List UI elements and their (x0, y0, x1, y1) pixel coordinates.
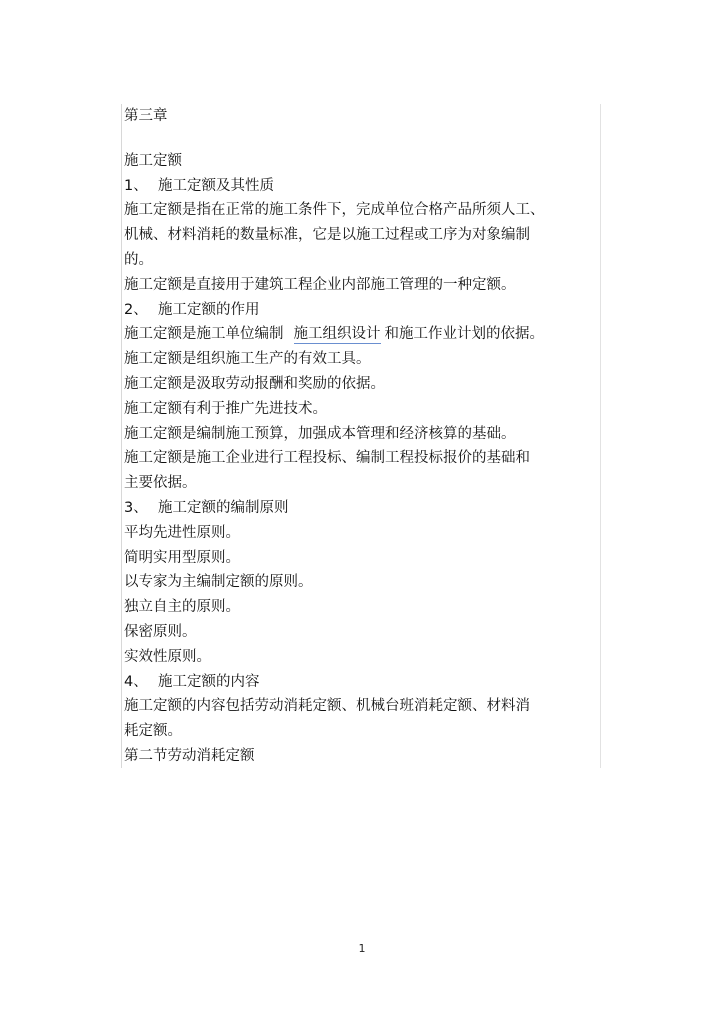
heading-1-title: 施工定额及其性质 (158, 177, 274, 194)
definition-line-3: 的。 (124, 251, 153, 268)
definition-line-2: 机械、材料消耗的数量标准，它是以施工过程或工序为对象编制 (124, 227, 530, 244)
section-title: 施工定额 (124, 152, 182, 169)
heading-4-title: 施工定额的内容 (158, 673, 260, 690)
heading-2-number: 2、 (124, 301, 148, 318)
principle-1: 平均先进性原则。 (124, 524, 240, 541)
role-line-2: 施工定额是组织施工生产的有效工具。 (124, 351, 371, 368)
blank-line (124, 129, 594, 149)
heading-2 (124, 298, 594, 323)
principle-4: 独立自主的原则。 (124, 599, 240, 616)
page-number: 1 (358, 942, 366, 955)
role-line-1-prefix: 施工定额是施工单位编制 (124, 326, 284, 343)
right-margin-rule (600, 104, 601, 768)
principle-3: 以专家为主编制定额的原则。 (124, 574, 313, 591)
left-margin-rule (121, 104, 122, 768)
construction-organization-design-link[interactable]: 施工组织设计 (293, 326, 381, 343)
heading-1 (124, 174, 594, 199)
heading-3 (124, 496, 594, 521)
principle-6: 实效性原则。 (124, 648, 211, 665)
chapter-title: 第三章 (124, 108, 168, 124)
role-line-1 (124, 322, 594, 347)
content-line-2: 耗定额。 (124, 723, 182, 740)
next-section-title: 第二节劳动消耗定额 (124, 747, 255, 764)
role-line-7: 主要依据。 (124, 475, 197, 492)
role-line-6: 施工定额是施工企业进行工程投标、编制工程投标报价的基础和 (124, 450, 530, 467)
heading-4 (124, 670, 594, 695)
heading-4-number: 4、 (124, 673, 148, 690)
principle-2: 简明实用型原则。 (124, 549, 240, 566)
heading-3-number: 3、 (124, 499, 148, 516)
definition-line-4: 施工定额是直接用于建筑工程企业内部施工管理的一种定额。 (124, 276, 516, 293)
heading-2-title: 施工定额的作用 (158, 301, 260, 318)
role-line-4: 施工定额有利于推广先进技术。 (124, 400, 327, 417)
document-body (124, 104, 594, 769)
content-line-1: 施工定额的内容包括劳动消耗定额、机械台班消耗定额、材料消 (124, 698, 530, 715)
definition-line-1: 施工定额是指在正常的施工条件下，完成单位合格产品所须人工、 (124, 202, 545, 219)
role-line-3: 施工定额是汲取劳动报酬和奖励的依据。 (124, 375, 385, 392)
role-line-1-suffix: 和施工作业计划的依据。 (384, 326, 544, 343)
principle-5: 保密原则。 (124, 623, 197, 640)
heading-3-title: 施工定额的编制原则 (158, 499, 289, 516)
heading-1-number: 1、 (124, 177, 148, 194)
role-line-5: 施工定额是编制施工预算，加强成本管理和经济核算的基础。 (124, 425, 516, 442)
